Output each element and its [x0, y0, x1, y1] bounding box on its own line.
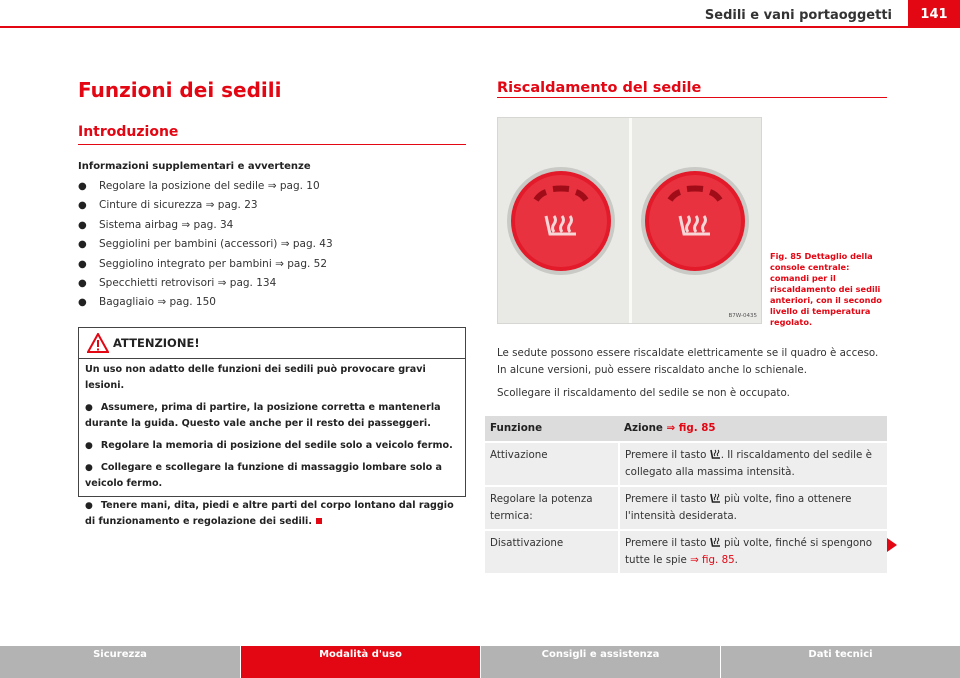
page-number: 141 — [908, 0, 960, 28]
header-rule — [0, 26, 960, 28]
action-text-post: più volte, finché si spengono tutte le spie — [625, 537, 873, 566]
reference-list-item — [78, 177, 466, 196]
table-row — [485, 530, 887, 573]
seat-heat-button-right — [640, 166, 750, 276]
table-cell-action: Premere il tasto più volte, finché si spengono tutte le spie ⇒ fig. 85. — [619, 530, 887, 573]
reference-item-text: Bagagliaio — [99, 296, 155, 309]
table-header-action-label: Azione — [624, 422, 663, 434]
figure-caption: Fig. 85 Dettaglio della console centrale: comandi per il riscaldamento dei sedili anteriori, con il secondo livello di temperatura regolato. — [770, 251, 882, 327]
action-text-post: . Il riscaldamento del sedile è collegato alla massima intensità. — [625, 449, 872, 478]
page-reference-link[interactable]: ⇒ pag. 10 — [267, 180, 320, 192]
continue-arrow-icon[interactable] — [887, 538, 897, 552]
action-text-pre: Premere il tasto — [625, 449, 707, 461]
figure-divider — [629, 118, 632, 323]
reference-item-text: Seggiolino integrato per bambini — [99, 257, 272, 270]
page-reference-link[interactable]: ⇒ pag. 150 — [157, 296, 216, 309]
reference-list — [78, 177, 466, 313]
figure-code: B7W-0435 — [728, 313, 757, 319]
table-header-row — [485, 416, 887, 442]
warning-bullet — [85, 460, 459, 492]
warning-title: ATTENZIONE! — [113, 336, 200, 350]
action-text-post: più volte, fino a ottenere l'intensità desiderata. — [625, 493, 852, 522]
warning-intro: Un uso non adatto delle funzioni dei sedili può provocare gravi lesioni. — [85, 364, 426, 391]
warning-bullet-text: Collegare e scollegare la funzione di massaggio lombare solo a veicolo fermo. — [85, 462, 443, 489]
reference-item-text: Seggiolini per bambini (accessori) — [99, 238, 278, 251]
table-header-function: Funzione — [485, 416, 619, 442]
bullet-dot: ● — [85, 501, 93, 511]
bullet-dot: ● — [85, 441, 93, 451]
right-heading-rule — [497, 97, 887, 98]
reference-list-item — [78, 274, 466, 293]
function-table — [485, 416, 887, 573]
reference-list-item — [78, 216, 466, 235]
page-reference-link[interactable]: ⇒ pag. 23 — [205, 199, 258, 212]
seat-heating-icon — [710, 448, 721, 460]
reference-item-text: Sistema airbag — [99, 218, 179, 231]
warning-header — [79, 328, 465, 359]
action-text-pre: Premere il tasto — [625, 493, 707, 505]
right-section-heading: Riscaldamento del sedile — [497, 80, 702, 96]
table-cell-action — [619, 486, 887, 530]
page-reference-link[interactable]: ⇒ pag. 134 — [217, 276, 277, 289]
reference-item-text: Cinture di sicurezza — [99, 199, 203, 212]
table-cell-action — [619, 442, 887, 486]
paragraph-heating: Le sedute possono essere riscaldate elettricamente se il quadro è acceso. In alcune versioni, può essere riscaldato anche lo schienale. — [497, 347, 879, 376]
reference-list-item — [78, 255, 466, 274]
warning-bullet-text: Assumere, prima di partire, la posizione corretta e mantenerla durante la guida. Questo vale anche per il resto dei passeggeri. — [85, 402, 441, 429]
figure-85 — [497, 117, 762, 324]
chapter-tab[interactable]: Dati tecnici — [720, 646, 960, 678]
chapter-tab[interactable]: Modalità d'uso — [240, 646, 480, 678]
bullet-dot: ● — [85, 403, 93, 413]
paragraph-unoccupied: Scollegare il riscaldamento del sedile se non è occupato. — [497, 387, 790, 399]
info-title: Informazioni supplementari e avvertenze — [78, 161, 311, 172]
seat-heat-button-left — [506, 166, 616, 276]
warning-bullet — [85, 438, 459, 454]
table-row — [485, 486, 887, 530]
reference-item-text: Specchietti retrovisori — [99, 276, 215, 289]
subsection-heading: Introduzione — [78, 124, 179, 140]
table-cell-function: Disattivazione — [485, 530, 619, 573]
reference-list-item — [78, 235, 466, 254]
reference-list-item — [78, 293, 466, 312]
end-of-section-mark — [316, 518, 322, 524]
reference-item-text: Regolare la posizione del sedile — [99, 180, 265, 192]
warning-bullet — [85, 498, 459, 530]
warning-bullets — [85, 400, 459, 530]
seat-heating-icon — [710, 492, 721, 504]
table-header-action — [619, 416, 887, 442]
chapter-tabs — [0, 646, 960, 678]
warning-bullet — [85, 400, 459, 432]
table-cell-function: Regolare la potenza termica: — [485, 486, 619, 530]
subsection-rule — [78, 144, 466, 145]
warning-bullet-text: Tenere mani, dita, piedi e altre parti del corpo lontano dal raggio di funzionamento e regolazione dei sedili. — [85, 500, 454, 527]
section-heading: Funzioni dei sedili — [78, 78, 282, 102]
warning-body — [79, 359, 465, 530]
table-row — [485, 442, 887, 486]
chapter-tab[interactable]: Sicurezza — [0, 646, 240, 678]
page-reference-link[interactable]: ⇒ pag. 52 — [275, 257, 328, 270]
page-reference-link[interactable]: ⇒ pag. 43 — [280, 238, 333, 251]
figure-reference-link[interactable]: ⇒ fig. 85 — [690, 554, 735, 566]
warning-triangle-icon — [87, 333, 109, 353]
warning-box — [78, 327, 466, 527]
chapter-tab[interactable]: Consigli e assistenza — [480, 646, 720, 678]
table-cell-function: Attivazione — [485, 442, 619, 486]
table-header-action-ref[interactable]: ⇒ fig. 85 — [666, 422, 716, 434]
page-reference-link[interactable]: ⇒ pag. 34 — [181, 218, 234, 231]
reference-list-item — [78, 196, 466, 215]
warning-bullet-text: Regolare la memoria di posizione del sedile solo a veicolo fermo. — [100, 440, 453, 451]
table-body — [485, 442, 887, 573]
seat-heating-icon — [710, 536, 721, 548]
running-header-title: Sedili e vani portaoggetti — [704, 8, 892, 23]
action-text-pre: Premere il tasto — [625, 537, 707, 549]
bullet-dot: ● — [85, 463, 93, 473]
